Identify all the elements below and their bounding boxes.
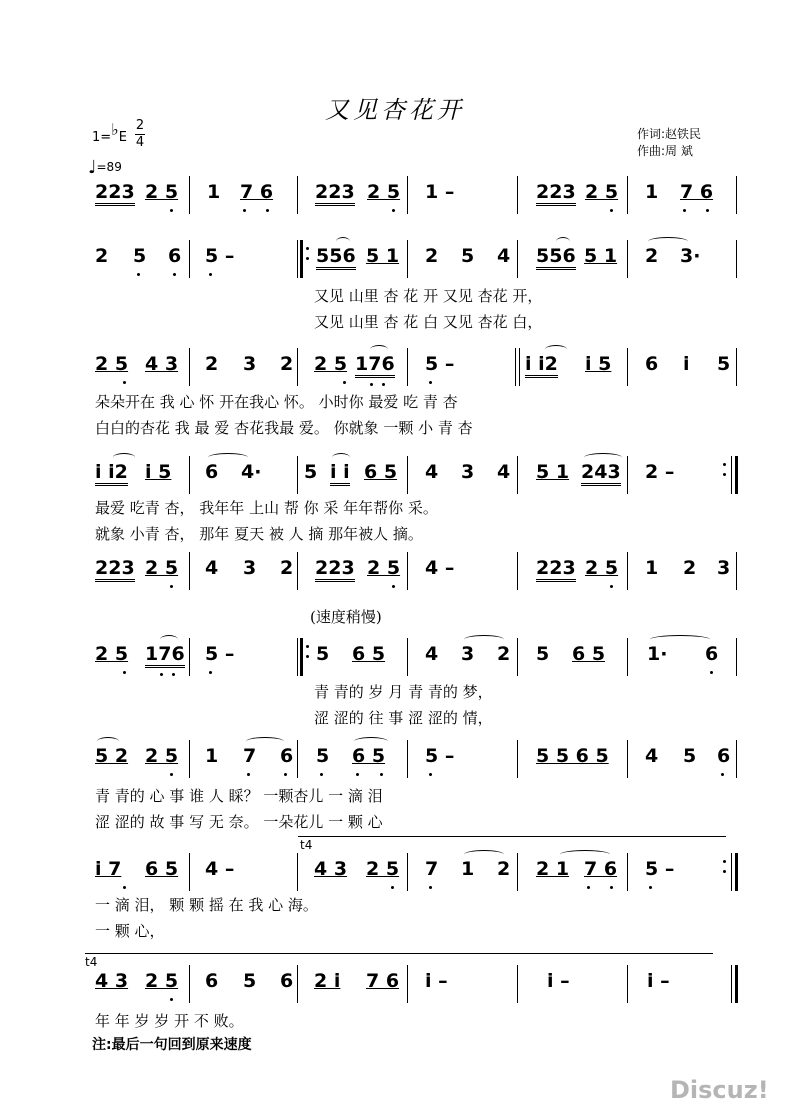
lyric-line: 一 颗 心， bbox=[95, 922, 165, 940]
lyricist: 作词:赵铁民 bbox=[637, 127, 702, 141]
lyric-line: 青 青的 岁 月 青 青的 梦， bbox=[314, 683, 493, 701]
time-signature: 2 4 bbox=[135, 118, 145, 150]
score-row-6: 2 5 176 5 – 5 6 5 4 3 2 5 6 5 1· 6 bbox=[0, 643, 790, 683]
volta-label: t4 bbox=[85, 955, 98, 969]
lyric-line: 又见 山里 杏 花 白 又见 杏花 白， bbox=[314, 313, 543, 331]
key-signature: 1=♭E bbox=[92, 120, 127, 145]
score-row-2: 2 5 6 5 – 556 5 1 2 5 4 556 5 1 2 3· bbox=[0, 245, 790, 285]
volta-bracket bbox=[298, 836, 726, 837]
lyric-line: 涩 涩的 故 事 写 无 奈。 一朵花儿 一 颗 心 bbox=[95, 813, 383, 831]
score-row-3: 2 5 4 3 2 3 2 2 5 176 5 – i i2 i 5 6 i 5 bbox=[0, 353, 790, 393]
lyric-line: 涩 涩的 往 事 涩 涩的 情， bbox=[314, 709, 493, 727]
score-row-8: i 7 6 5 4 – 4 3 2 5 7 1 2 2 1 7 6 5 – bbox=[0, 858, 790, 898]
flat-icon: ♭ bbox=[111, 120, 119, 139]
notes: 223 bbox=[95, 181, 135, 206]
volta-bracket bbox=[85, 953, 713, 954]
tempo-marking: ♩=89 bbox=[88, 157, 122, 178]
score-row-5: 223 2 5 4 3 2 223 2 5 4 – 223 2 5 1 2 3 bbox=[0, 557, 790, 597]
notes: 2 5 bbox=[145, 181, 179, 203]
score-row-1: 223 2 5 1 7 6 223 2 5 1 – 223 2 5 1 7 6 bbox=[0, 181, 790, 221]
volta-label: t4 bbox=[300, 838, 313, 852]
lyric-line: 又见 山里 杏 花 开 又见 杏花 开， bbox=[314, 287, 543, 305]
credits bbox=[637, 126, 701, 160]
watermark-logo: Discuz! bbox=[670, 1076, 769, 1104]
lyric-line: 白白的杏花 我 最 爱 杏花我最 爱。 你就象 一颗 小 青 杏 bbox=[95, 419, 473, 437]
score-row-9: 4 3 2 5 6 5 6 2 i 7 6 i – i – i – bbox=[0, 970, 790, 1010]
lyric-line: 年 年 岁 岁 开 不 败。 bbox=[95, 1012, 244, 1030]
lyric-line: 朵朵开在 我 心 怀 开在我心 怀。 小时你 最爱 吃 青 杏 bbox=[95, 393, 458, 411]
score-row-4: i i2 i 5 6 4· 5 i i 6 5 4 3 4 5 1 243 2 – bbox=[0, 461, 790, 501]
lyric-line: 就象 小青 杏， 那年 夏天 被 人 摘 那年被人 摘。 bbox=[95, 525, 423, 543]
song-title: 又见杏花开 bbox=[325, 96, 465, 124]
lyric-line: 一 滴 泪， 颗 颗 摇 在 我 心 海。 bbox=[95, 896, 318, 914]
lyric-line: 最爱 吃青 杏， 我年年 上山 帮 你 采 年年帮你 采。 bbox=[95, 499, 438, 517]
tempo-change-marking: (速度稍慢) bbox=[310, 608, 382, 626]
lyric-line: 青 青的 心 事 谁 人 睬？ 一颗杏儿 一 滴 泪 bbox=[95, 787, 383, 805]
footnote: 注:最后一句回到原来速度 bbox=[92, 1037, 252, 1053]
score-row-7: 5 2 2 5 1 7 6 5 6 5 5 – 5 5 6 5 4 5 6 bbox=[0, 745, 790, 785]
composer: 作曲:周 斌 bbox=[637, 144, 693, 158]
quarter-note-icon: ♩ bbox=[88, 157, 97, 178]
